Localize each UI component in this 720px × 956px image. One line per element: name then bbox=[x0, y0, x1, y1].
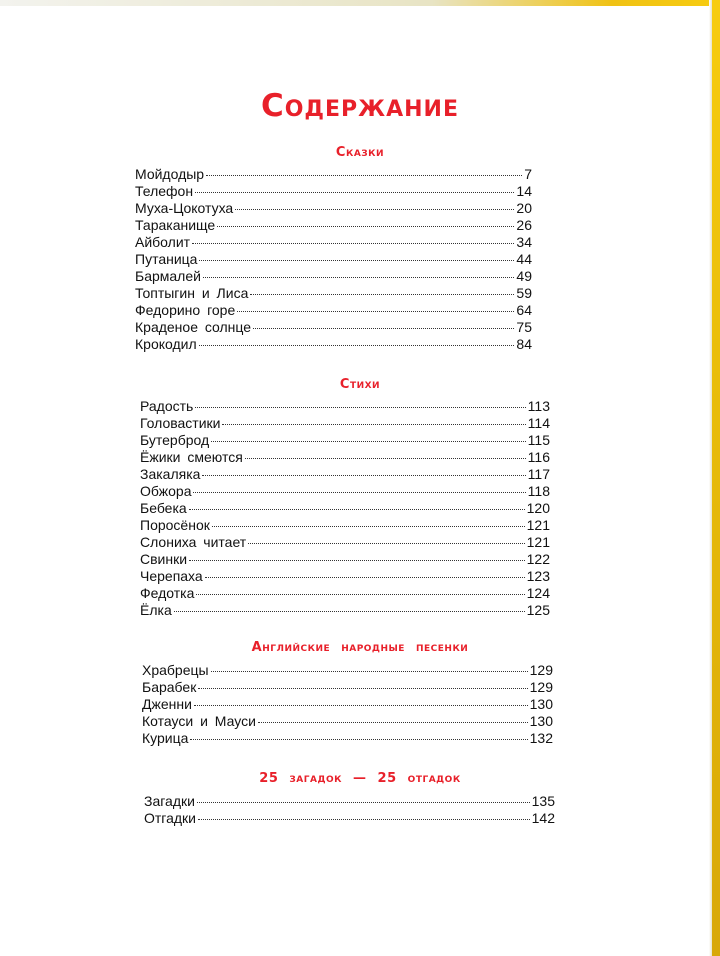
entry-title: Котауси и Мауси bbox=[142, 713, 256, 729]
entry-page-number: 124 bbox=[526, 585, 550, 601]
entry-page-number: 117 bbox=[527, 466, 550, 482]
entry-title: Храбрецы bbox=[142, 662, 209, 678]
toc-entry[interactable] bbox=[144, 810, 555, 827]
entry-title: Головастики bbox=[140, 415, 221, 431]
entry-title: Курица bbox=[142, 730, 189, 746]
toc-entry[interactable] bbox=[142, 730, 553, 747]
toc-list-riddles bbox=[144, 793, 555, 827]
dot-leader bbox=[199, 260, 514, 261]
section-heading-stikhi: Стихи bbox=[339, 377, 381, 392]
entry-page-number: 135 bbox=[531, 793, 555, 809]
toc-entry[interactable] bbox=[142, 662, 553, 679]
dot-leader bbox=[196, 594, 524, 595]
dot-leader bbox=[195, 407, 525, 408]
dot-leader bbox=[202, 475, 525, 476]
dot-leader bbox=[258, 722, 528, 723]
toc-entry[interactable] bbox=[135, 336, 532, 353]
dot-leader bbox=[198, 688, 527, 689]
entry-title: Айболит bbox=[135, 234, 191, 250]
entry-page-number: 115 bbox=[527, 432, 550, 448]
entry-page-number: 84 bbox=[516, 336, 532, 352]
entry-title: Радость bbox=[140, 398, 194, 414]
toc-entry[interactable] bbox=[144, 793, 555, 810]
entry-page-number: 59 bbox=[516, 285, 532, 301]
toc-entry[interactable] bbox=[135, 251, 532, 268]
toc-entry[interactable] bbox=[135, 183, 532, 200]
entry-page-number: 132 bbox=[529, 730, 553, 746]
toc-entry[interactable] bbox=[140, 449, 550, 466]
entry-page-number: 114 bbox=[527, 415, 550, 431]
entry-title: Обжора bbox=[140, 483, 192, 499]
entry-page-number: 121 bbox=[526, 517, 550, 533]
entry-title: Поросёнок bbox=[140, 517, 210, 533]
toc-entry[interactable] bbox=[135, 302, 532, 319]
dot-leader bbox=[248, 543, 524, 544]
toc-entry[interactable] bbox=[140, 551, 550, 568]
dot-leader bbox=[197, 802, 530, 803]
toc-entry[interactable] bbox=[140, 585, 550, 602]
entry-title: Бармалей bbox=[135, 268, 201, 284]
toc-entry[interactable] bbox=[140, 466, 550, 483]
entry-page-number: 121 bbox=[526, 534, 550, 550]
toc-entry[interactable] bbox=[135, 234, 532, 251]
entry-title: Путаница bbox=[135, 251, 198, 267]
entry-page-number: 14 bbox=[516, 183, 532, 199]
entry-title: Крокодил bbox=[135, 336, 197, 352]
entry-page-number: 120 bbox=[526, 500, 550, 516]
toc-list-stikhi bbox=[140, 398, 550, 619]
entry-page-number: 130 bbox=[529, 696, 553, 712]
dot-leader bbox=[245, 458, 526, 459]
entry-page-number: 122 bbox=[526, 551, 550, 567]
entry-title: Слониха читает bbox=[140, 534, 247, 550]
dot-leader bbox=[194, 705, 528, 706]
toc-entry[interactable] bbox=[135, 268, 532, 285]
section-heading-skazki: Сказки bbox=[335, 145, 385, 160]
entry-title: Тараканище bbox=[135, 217, 216, 233]
toc-entry[interactable] bbox=[140, 483, 550, 500]
dot-leader bbox=[192, 243, 514, 244]
dot-leader bbox=[250, 294, 514, 295]
dot-leader bbox=[203, 277, 514, 278]
entry-title: Мойдодыр bbox=[135, 166, 205, 182]
entry-title: Свинки bbox=[140, 551, 188, 567]
entry-title: Ёжики смеются bbox=[140, 449, 243, 465]
entry-title: Черепаха bbox=[140, 568, 203, 584]
dot-leader bbox=[174, 611, 525, 612]
dot-leader bbox=[190, 739, 527, 740]
toc-entry[interactable] bbox=[135, 166, 532, 183]
dot-leader bbox=[235, 209, 514, 210]
dot-leader bbox=[237, 311, 514, 312]
entry-page-number: 20 bbox=[516, 200, 532, 216]
toc-list-skazki bbox=[135, 166, 532, 353]
dot-leader bbox=[206, 175, 522, 176]
entry-page-number: 44 bbox=[516, 251, 532, 267]
entry-title: Барабек bbox=[142, 679, 197, 695]
entry-title: Ёлка bbox=[140, 602, 172, 618]
dot-leader bbox=[189, 560, 525, 561]
entry-page-number: 75 bbox=[516, 319, 532, 335]
dot-leader bbox=[189, 509, 525, 510]
entry-page-number: 113 bbox=[527, 398, 550, 414]
toc-entry[interactable] bbox=[140, 432, 550, 449]
dot-leader bbox=[205, 577, 525, 578]
entry-title: Дженни bbox=[142, 696, 192, 712]
dot-leader bbox=[193, 492, 525, 493]
entry-page-number: 116 bbox=[527, 449, 550, 465]
entry-title: Бутерброд bbox=[140, 432, 210, 448]
dot-leader bbox=[195, 192, 514, 193]
page-top-edge bbox=[0, 0, 720, 6]
section-heading-english-songs: Английские народные песенки bbox=[251, 640, 469, 655]
entry-title: Телефон bbox=[135, 183, 194, 199]
entry-page-number: 26 bbox=[516, 217, 532, 233]
entry-title: Загадки bbox=[144, 793, 195, 809]
entry-title: Топтыгин и Лиса bbox=[135, 285, 249, 301]
dot-leader bbox=[199, 345, 515, 346]
toc-entry[interactable] bbox=[140, 500, 550, 517]
toc-entry[interactable] bbox=[140, 568, 550, 585]
entry-page-number: 123 bbox=[526, 568, 550, 584]
entry-title: Муха-Цокотуха bbox=[135, 200, 234, 216]
toc-list-english-songs bbox=[142, 662, 553, 747]
toc-entry[interactable] bbox=[142, 679, 553, 696]
toc-entry[interactable] bbox=[140, 398, 550, 415]
toc-entry[interactable] bbox=[142, 696, 553, 713]
toc-entry[interactable] bbox=[140, 415, 550, 432]
entry-title: Краденое солнце bbox=[135, 319, 252, 335]
entry-page-number: 142 bbox=[531, 810, 555, 826]
toc-entry[interactable] bbox=[140, 602, 550, 619]
toc-entry[interactable] bbox=[135, 285, 532, 302]
dot-leader bbox=[217, 226, 514, 227]
entry-page-number: 125 bbox=[526, 602, 550, 618]
entry-title: Отгадки bbox=[144, 810, 197, 826]
toc-entry[interactable] bbox=[135, 319, 532, 336]
toc-entry[interactable] bbox=[135, 200, 532, 217]
dot-leader bbox=[212, 526, 525, 527]
toc-entry[interactable] bbox=[135, 217, 532, 234]
toc-entry[interactable] bbox=[140, 517, 550, 534]
section-heading-riddles: 25 загадок — 25 отгадок bbox=[259, 771, 461, 786]
toc-entry[interactable] bbox=[140, 534, 550, 551]
entry-page-number: 129 bbox=[529, 662, 553, 678]
dot-leader bbox=[211, 441, 526, 442]
entry-page-number: 130 bbox=[529, 713, 553, 729]
entry-page-number: 64 bbox=[516, 302, 532, 318]
entry-page-number: 118 bbox=[527, 483, 550, 499]
entry-title: Федорино горе bbox=[135, 302, 236, 318]
entry-title: Закаляка bbox=[140, 466, 201, 482]
dot-leader bbox=[222, 424, 525, 425]
entry-title: Федотка bbox=[140, 585, 195, 601]
dot-leader bbox=[211, 671, 528, 672]
page-right-edge bbox=[712, 0, 720, 956]
entry-page-number: 7 bbox=[524, 166, 532, 182]
toc-entry[interactable] bbox=[142, 713, 553, 730]
entry-page-number: 49 bbox=[516, 268, 532, 284]
dot-leader bbox=[198, 819, 530, 820]
entry-page-number: 34 bbox=[516, 234, 532, 250]
dot-leader bbox=[253, 328, 514, 329]
page-title: Содержание bbox=[260, 88, 459, 124]
entry-title: Бебека bbox=[140, 500, 187, 516]
entry-page-number: 129 bbox=[529, 679, 553, 695]
